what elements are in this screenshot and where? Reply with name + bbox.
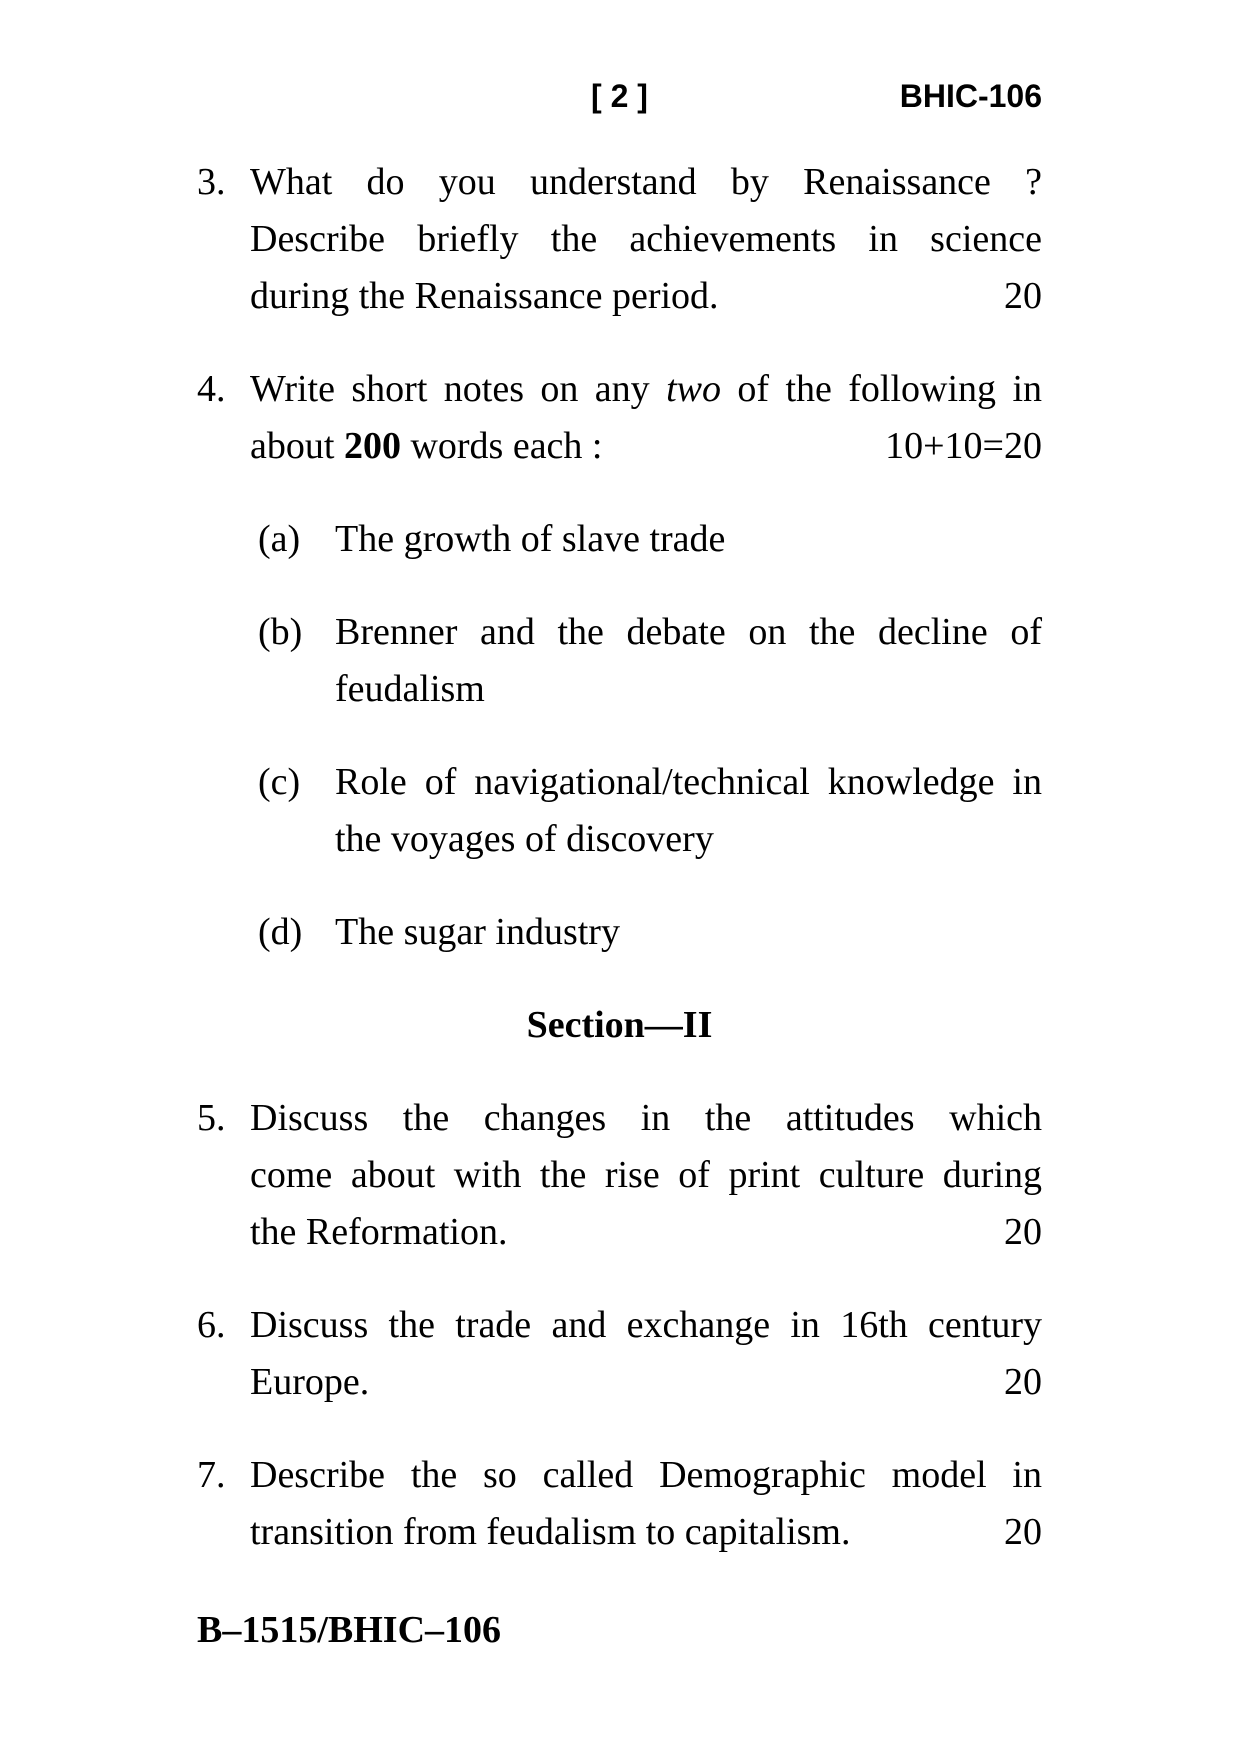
page-footer-code: B–1515/BHIC–106 xyxy=(197,1609,502,1651)
question-4-line-2-pre: about xyxy=(250,425,344,467)
sub-item-a-label: (a) xyxy=(258,518,301,560)
question-5-line-3 xyxy=(250,1204,1042,1261)
question-5-number: 5. xyxy=(197,1097,226,1139)
question-5-line-1: Discuss the changes in the attitudes which xyxy=(250,1097,1042,1139)
question-4 xyxy=(197,361,1042,475)
question-3-line-3 xyxy=(250,268,1042,325)
question-7-line-2-text: transition from feudalism to capitalism. xyxy=(250,1511,851,1553)
question-5-marks: 20 xyxy=(1004,1211,1042,1253)
question-3-text xyxy=(250,154,1042,325)
sub-item-b-line-1: Brenner and the debate on the decline of xyxy=(335,611,1042,653)
page-number: [ 2 ] xyxy=(591,78,648,114)
question-4-line-1-italic: two xyxy=(666,368,721,410)
question-7 xyxy=(197,1447,1042,1561)
sub-item-a xyxy=(258,511,1042,568)
question-5-text xyxy=(250,1090,1042,1261)
question-6-text xyxy=(250,1297,1042,1411)
question-4-text xyxy=(250,361,1042,475)
sub-item-c-line-2: the voyages of discovery xyxy=(335,818,714,860)
question-5 xyxy=(197,1090,1042,1261)
question-3-line-3-text: during the Renaissance period. xyxy=(250,275,719,317)
question-6-marks: 20 xyxy=(1004,1361,1042,1403)
question-3-line-1: What do you understand by Renaissance ? xyxy=(250,161,1042,203)
question-7-line-2 xyxy=(250,1504,1042,1561)
question-4-marks: 10+10=20 xyxy=(885,425,1042,467)
sub-item-b-label: (b) xyxy=(258,611,303,653)
section-heading: Section—II xyxy=(526,1004,713,1046)
sub-item-c-line-1: Role of navigational/technical knowledge in xyxy=(335,761,1042,803)
sub-item-c-label: (c) xyxy=(258,761,301,803)
question-3-line-2: Describe briefly the achievements in science xyxy=(250,218,1042,260)
question-4-line-1-pre: Write short notes on any xyxy=(250,368,667,410)
question-4-number: 4. xyxy=(197,368,226,410)
question-3-number: 3. xyxy=(197,161,226,203)
question-4-line-2-bold: 200 xyxy=(343,425,401,467)
sub-item-d xyxy=(258,904,1042,961)
question-5-line-2: come about with the rise of print culture during xyxy=(250,1154,1042,1196)
question-5-line-3-text: the Reformation. xyxy=(250,1211,508,1253)
question-6 xyxy=(197,1297,1042,1411)
question-6-line-2 xyxy=(250,1354,1042,1411)
question-7-marks: 20 xyxy=(1004,1511,1042,1553)
question-4-line-2-text xyxy=(250,418,602,475)
sub-item-c xyxy=(258,754,1042,868)
paper-code: BHIC-106 xyxy=(899,78,1042,114)
sub-item-d-text: The sugar industry xyxy=(335,911,620,953)
sub-item-b xyxy=(258,604,1042,718)
sub-item-b-line-2: feudalism xyxy=(335,668,485,710)
question-4-line-1 xyxy=(250,361,1042,418)
page-header xyxy=(197,78,1042,114)
question-7-text xyxy=(250,1447,1042,1561)
question-7-line-1: Describe the so called Demographic model in xyxy=(250,1454,1042,1496)
question-4-line-2-post: words each : xyxy=(400,425,603,467)
question-6-number: 6. xyxy=(197,1304,226,1346)
question-6-line-1: Discuss the trade and exchange in 16th century xyxy=(250,1304,1042,1346)
sub-item-a-text: The growth of slave trade xyxy=(335,518,726,560)
question-4-line-2 xyxy=(250,418,1042,475)
sub-item-d-label: (d) xyxy=(258,911,303,953)
question-3-marks: 20 xyxy=(1004,275,1042,317)
question-3 xyxy=(197,154,1042,325)
question-6-line-2-text: Europe. xyxy=(250,1361,370,1403)
question-7-number: 7. xyxy=(197,1454,226,1496)
question-4-line-1-post: of the following in xyxy=(720,368,1043,410)
